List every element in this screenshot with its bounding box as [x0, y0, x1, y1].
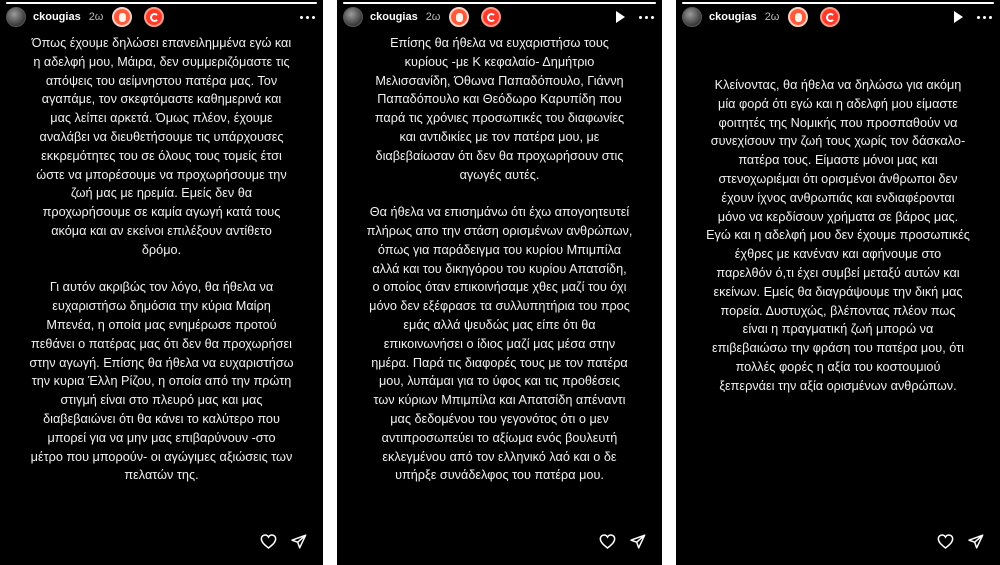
play-icon[interactable] [954, 11, 963, 23]
refresh-sticker-icon [144, 7, 164, 27]
story-panel-3[interactable] [676, 0, 1000, 565]
username[interactable]: ckougias [370, 11, 418, 23]
refresh-sticker-icon [820, 7, 840, 27]
post-time: 2ω [88, 11, 104, 23]
profile-sticker-icon [788, 7, 808, 27]
story-text: Κλείνοντας, θα ήθελα να δηλώσω για ακόμη μία φορά ότι εγώ και η αδελφή μου είμαστε φοιτητές της Νομικής που προσπαθούν να συνεχίσουν την ζωή τους χωρίς τον δάσκαλο- πατέρα τους. Είμαστε μόνοι μας και στενοχωριέμαι ότι ορισμένοι άνθρωποι δεν έχουν ίχνος ανθρωπιάς και ενδιαφέρονται μόνο να κερδίσουν χρήματα σε βάρος μας. Εγώ και η αδελφή μου δεν έχουμε προσωπικές έχθρες με κανέναν και αφήνουμε στο παρελθόν ό,τι έχει συμβεί μεταξύ αυτών και εκείνων. Εμείς θα διαγράψουμε την δική μας πορεία. Δυστυχώς, βλέποντας πλέον πως είναι η πραγματική ζωή μπορώ να επιβεβαιώσω την φράση του πατέρα μου, ότι πολλές φορές η αξία του κοστουμιού ξεπερνάει την αξία ορισμένων ανθρώπων. [706, 78, 970, 393]
story-footer [937, 534, 984, 549]
heart-icon[interactable] [937, 534, 954, 549]
story-progress-bar [6, 2, 317, 4]
story-header [682, 6, 992, 28]
share-icon[interactable] [968, 534, 984, 549]
story-text: Όπως έχουμε δηλώσει επανειλημμένα εγώ και η αδελφή μου, Μάιρα, δεν συμμεριζόμαστε τις απόψεις του αείμνηστου πατέρα μας. Τον αγαπάμε, τον σκεφτόμαστε καθημερινά και μας λείπει αρκετά. Όμως πλέον, έχουμε αναλάβει να διευθετήσουμε τις υπάρχουσες εκκρεμότητες του σε όλους τους τομείς έτσι ώστε να μπορέσουμε να προχωρήσουμε την ζωή μας με ηρεμία. Εμείς δεν θα προχωρήσουμε σε καμία αγωγή κατά τους ακόμα και αν εκείνοι επιλέξουν αντίθετο δρόμο. Γι αυτόν ακριβώς τον λόγο, θα ήθελα να ευχαριστήσω δημόσια την κύρια Μαίρη Μπενέα, η οποία μας ενημέρωσε προτού πεθάνει ο πατέρας μας ότι δεν θα προχωρήσει στην αγωγή. Επίσης θα ήθελα να ευχαριστήσω την κυρια Έλλη Ρίζου, η οποία από την πρώτη στιγμή είναι στο πλευρό μας και μας διαβεβαιώνει ότι θα κάνει το καλύτερο που μπορεί για να μην μας επιβαρύνουν -στο μέτρο που μπορούν- οι αγώγιμες αξιώσεις των πελατών της. [29, 36, 294, 483]
username[interactable]: ckougias [33, 11, 81, 23]
story-header [6, 6, 315, 28]
more-options-icon[interactable] [300, 16, 315, 19]
story-progress-bar [682, 2, 994, 4]
profile-sticker-icon [449, 7, 469, 27]
avatar[interactable] [682, 7, 702, 27]
username[interactable]: ckougias [709, 11, 757, 23]
story-header [343, 6, 654, 28]
more-options-icon[interactable] [977, 16, 992, 19]
post-time: 2ω [425, 11, 441, 23]
share-icon[interactable] [630, 534, 646, 549]
heart-icon[interactable] [599, 534, 616, 549]
story-footer [599, 534, 646, 549]
share-icon[interactable] [291, 534, 307, 549]
story-panel-1[interactable] [0, 0, 323, 565]
heart-icon[interactable] [260, 534, 277, 549]
more-options-icon[interactable] [639, 16, 654, 19]
post-time: 2ω [764, 11, 780, 23]
play-icon[interactable] [616, 11, 625, 23]
avatar[interactable] [343, 7, 363, 27]
story-progress-bar [343, 2, 656, 4]
profile-sticker-icon [112, 7, 132, 27]
story-panel-2[interactable] [337, 0, 662, 565]
story-footer [260, 534, 307, 549]
story-text: Επίσης θα ήθελα να ευχαριστήσω τους κυρίους -με Κ κεφαλαίο- Δημήτριο Μελισσανίδη, Όθωνα Παπαδόπουλο, Γιάννη Παπαδόπουλο και Θεόδωρο Καρυπίδη που παρά τις χρόνιες προσωπικές του διαφωνίες και αντιδικίες με τον πατέρα μου, με διαβεβαίωσαν ότι δεν θα προχωρήσουν στις αγωγές αυτές. Θα ήθελα να επισημάνω ότι έχω απογοητευτεί πλήρως απο την στάση ορισμένων ανθρώπων, όπως για παράδειγμα του κυρίου Μπιμπίλα αλλά και του δικηγόρου του κυρίου Απατσίδη, ο οποίος όταν επικοινήσαμε χθες μαζί του όχι μόνο δεν εξέφρασε τα συλλυπητήρια του προς εμάς αλλά ψευδώς μας είπε ότι θα επικοινωνήσει ο ίδιος μαζί μας μέσα στην ημέρα. Παρά τις διαφορές τους με τον πατέρα μου, λυπάμαι για το ύφος και τις προθέσεις των κύριων Μπιμπίλα και Απατσίδη απέναντι μας δεδομένου του γεγονότος ότι ο μεν αντιπροσωπεύει το αξίωμα ενός βουλευτή εκλεγμένου από τον ελληνικό λαό και ο δε υπήρξε συνάδελφος του πατέρα μου. [366, 36, 633, 483]
refresh-sticker-icon [481, 7, 501, 27]
avatar[interactable] [6, 7, 26, 27]
